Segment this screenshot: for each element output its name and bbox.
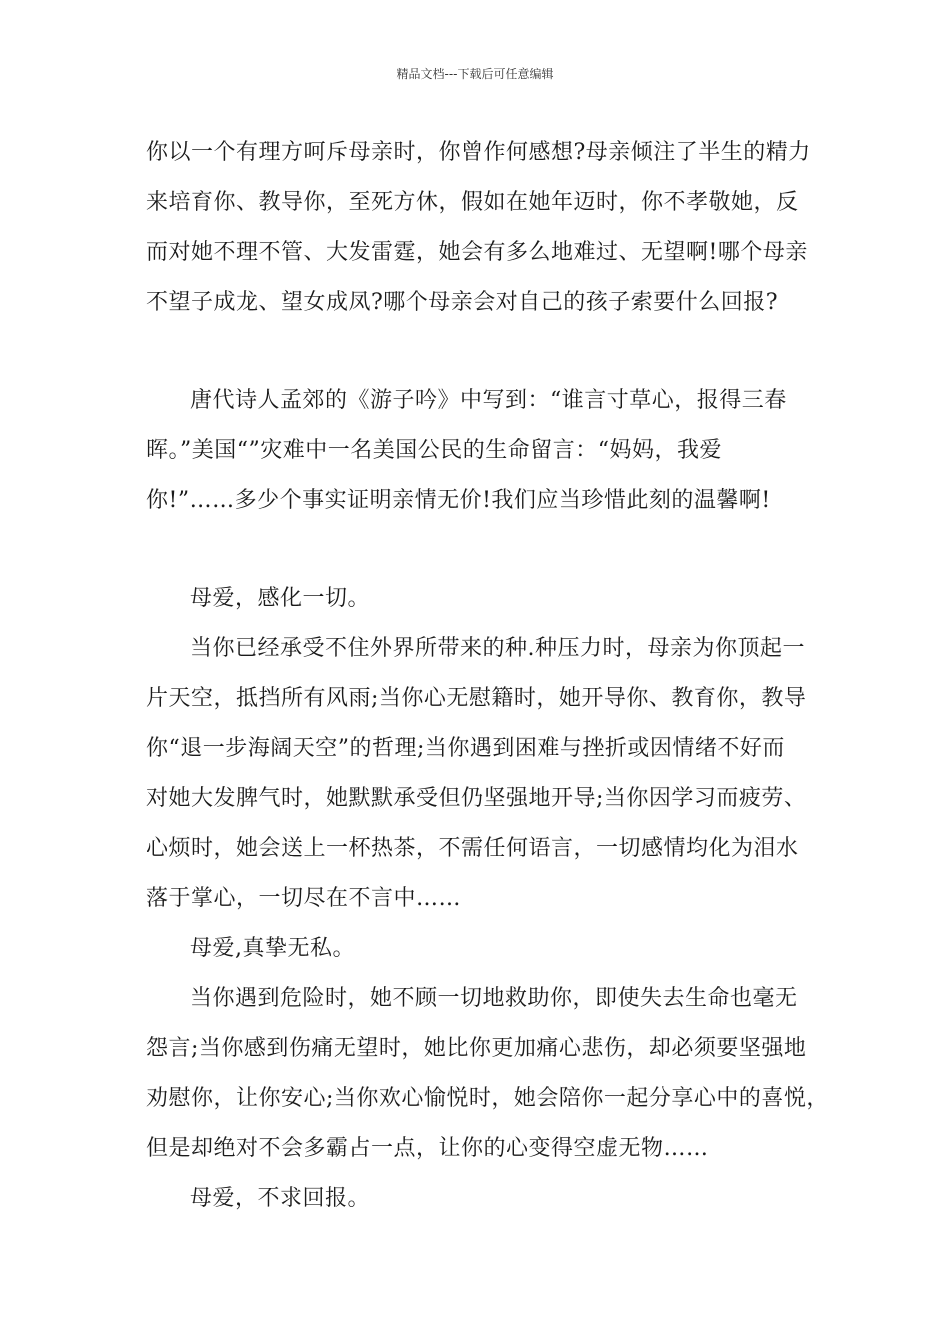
- text-line: 对她大发脾气时，她默默承受但仍坚强地开导;当你因学习而疲劳、: [146, 786, 807, 811]
- text-line: 来培育你、教导你，至死方休，假如在她年迈时，你不孝敬她，反: [146, 190, 799, 215]
- text-line: 晖。”美国“”灾难中一名美国公民的生命留言：“妈妈，我爱: [146, 438, 722, 463]
- paragraph-heading-1: [146, 574, 816, 624]
- text-line: 心烦时，她会送上一杯热茶，不需任何语言，一切感情均化为泪水: [146, 836, 799, 861]
- paragraph-heading-3: [146, 1174, 816, 1224]
- section-heading: 母爱，感化一切。: [190, 586, 371, 611]
- paragraph-1: [146, 128, 816, 328]
- text-line: 劝慰你，让你安心;当你欢心愉悦时，她会陪你一起分享心中的喜悦，: [146, 1086, 829, 1111]
- section-heading: 母爱，不求回报。: [190, 1186, 371, 1211]
- text-line: 而对她不理不管、大发雷霆，她会有多么地难过、无望啊!哪个母亲: [146, 240, 808, 265]
- text-line: 怨言;当你感到伤痛无望时，她比你更加痛心悲伤，却必须要坚强地: [146, 1036, 807, 1061]
- text-line: 但是却绝对不会多霸占一点，让你的心变得空虚无物……: [146, 1136, 709, 1161]
- paragraph-2: [146, 376, 816, 526]
- paragraph-3: [146, 624, 816, 924]
- text-line: 当你已经承受不住外界所带来的种.种压力时，母亲为你顶起一: [190, 636, 805, 661]
- text-line: 唐代诗人孟郊的《游子吟》中写到：“谁言寸草心，报得三春: [190, 388, 787, 413]
- text-line: 你!”……多少个事实证明亲情无价!我们应当珍惜此刻的温馨啊!: [146, 488, 771, 513]
- text-line: 你以一个有理方呵斥母亲时，你曾作何感想?母亲倾注了半生的精力: [146, 140, 811, 165]
- text-line: 不望子成龙、望女成凤?哪个母亲会对自己的孩子索要什么回报?: [146, 290, 779, 315]
- text-line: 你“退一步海阔天空”的哲理;当你遇到困难与挫折或因情绪不好而: [146, 736, 785, 761]
- text-line: 当你遇到危险时，她不顾一切地救助你，即使失去生命也毫无: [190, 986, 798, 1011]
- paragraph-4: [146, 974, 829, 1174]
- text-line: 落于掌心，一切尽在不言中……: [146, 886, 462, 911]
- document-body: [146, 128, 829, 1224]
- page-header: 精品文档---下载后可任意编辑: [396, 67, 554, 81]
- section-heading: 母爱,真挚无私。: [190, 936, 355, 961]
- text-line: 片天空，抵挡所有风雨;当你心无慰籍时，她开导你、教育你，教导: [146, 686, 807, 711]
- paragraph-heading-2: [146, 924, 816, 974]
